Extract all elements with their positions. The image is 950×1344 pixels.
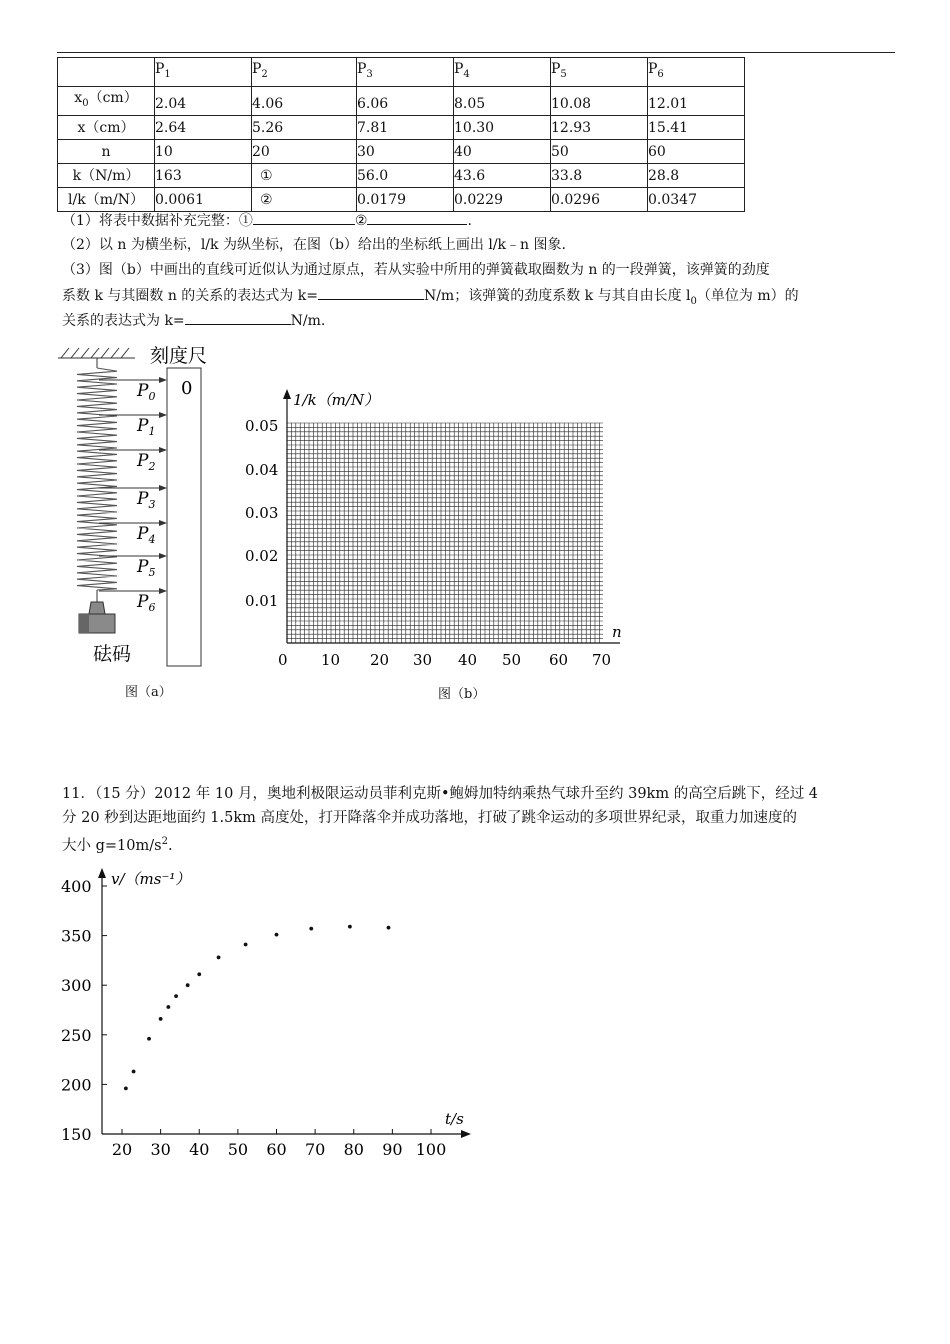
x-tick-label: 90 [382,1140,403,1159]
question-11 [62,782,892,858]
table-row [58,139,745,163]
table-cell: 12.93 [551,115,648,139]
data-table [57,57,745,212]
table-cell: 0.0347 [648,187,745,211]
answer-blank-3[interactable] [318,285,424,300]
ceiling-hatch [58,348,135,358]
table-cell: 10 [155,139,252,163]
figure-b-grid-paper [235,385,645,675]
x-tick-label: 80 [343,1140,364,1159]
weight-label: 砝码 [93,643,132,665]
table-cell: 0.0296 [551,187,648,211]
data-point [197,972,201,976]
y-axis-arrow [283,389,291,399]
figure-a-spring-diagram [55,338,230,673]
table-cell: 60 [648,139,745,163]
x-tick-label: 30 [150,1140,171,1159]
answer-blank-4[interactable] [185,310,291,325]
question-3-text-c: （单位为 m）的 [696,288,799,304]
data-point [309,927,313,931]
x-tick-label: 70 [592,651,612,669]
data-point [387,926,391,930]
table-row [58,187,745,211]
table-cell: 4.06 [252,86,357,115]
chart-x-label: t/s [445,1110,464,1128]
question-11-line3-end: . [167,837,173,854]
question-3-line2: 系数 k 与其圈数 n 的关系的表达式为 k= N/m；该弹簧的劲度系数 k 与其自由长度 $l_0$（单位为 m）的 [62,285,799,312]
question-3-line1: （3）图（b）中画出的直线可近似认为通过原点，若从实验中所用的弹簧截取圈数为 n 的一段弹簧，该弹簧的劲度 [62,262,770,278]
y-tick-label: 0.03 [245,504,279,522]
y-tick-label: 0.04 [245,461,279,479]
table-cell: 33.8 [551,163,648,187]
pointer-label-p5: $P_5$ [137,557,156,579]
table-cell: 8.05 [454,86,551,115]
x-tick-label: 60 [266,1140,287,1159]
data-point [147,1037,151,1041]
grid-lines [287,423,603,643]
pointer-label-p0: $P_0$ [137,381,156,403]
table-cell: 10.30 [454,115,551,139]
data-point [348,925,352,929]
header-cell-p1: $P_1$ [155,58,252,87]
question-11-line2: 分 20 秒到达距地面约 1.5km 高度处，打开降落伞并成功落地，打破了跳伞运动的多项世界纪录，取重力加速度的 [62,810,797,826]
x-tick-label: 100 [415,1140,447,1159]
table-row [58,163,745,187]
pointer-arrowhead [159,553,167,559]
question-1-end: . [467,213,472,229]
header-cell-empty [58,58,155,87]
chart-points [124,925,390,1090]
data-point [217,956,221,960]
chart-y-arrow [98,868,106,878]
question-1-text: （1）将表中数据补充完整：① [62,213,253,229]
data-point [132,1070,136,1074]
y-tick-label: 200 [61,1075,92,1095]
table-cell: 28.8 [648,163,745,187]
y-tick-label: 300 [61,976,92,996]
data-point [275,933,279,937]
row-label-n: n [58,139,155,163]
table-cell: 0.0229 [454,187,551,211]
chart-y-label: v/（ms⁻¹） [111,870,191,888]
table-cell: 15.41 [648,115,745,139]
table-cell: 2.64 [155,115,252,139]
y-tick-label: 0.01 [245,592,279,610]
row-label-inv-k: l/k（m/N） [58,187,155,211]
data-point [174,994,178,998]
header-cell-p4: $P_4$ [454,58,551,87]
header-cell-p6: $P_6$ [648,58,745,87]
table-header-row [58,58,745,87]
table-cell-blank-2: ② [252,187,357,211]
table-cell: 40 [454,139,551,163]
question-3-text-e: N/m. [290,313,326,329]
question-3-text-d: 关系的表达式为 k= [62,313,185,329]
row-label-x0: $x_0(cm)$ [58,86,155,115]
question-11-line1: 11．（15 分）2012 年 10 月，奥地利极限运动员菲利克斯•鲍姆加特纳乘热气球升至约 39km 的高空后跳下，经过 4 [62,786,819,802]
y-tick-labels [245,417,278,610]
table-cell: 163 [155,163,252,187]
data-point [166,1005,170,1009]
question-11-superscript: 2 [161,836,168,847]
pointer-label-p6: $P_6$ [137,592,156,614]
table-cell: 10.08 [551,86,648,115]
table-row [58,86,745,115]
table-cell: 6.06 [357,86,454,115]
table-cell: 43.6 [454,163,551,187]
data-point [159,1017,163,1021]
data-point [124,1086,128,1090]
table-cell: 5.26 [252,115,357,139]
x-tick-labels [278,651,611,669]
x-tick-label: 30 [413,651,433,669]
y-tick-label: 0.02 [245,547,279,565]
y-axis-label: 1/k（m/N） [293,391,380,409]
pointer-arrowhead [159,520,167,526]
question-2: （2）以 n 为横坐标，l/k 为纵坐标，在图（b）给出的坐标纸上画出 l/k﹣n 图象. [62,237,566,253]
y-tick-label: 250 [61,1025,92,1045]
x-tick-label: 10 [321,651,341,669]
question-11-line3 [62,830,892,858]
ruler [167,368,201,666]
table-cell: 50 [551,139,648,163]
top-rule [57,52,895,53]
table-cell: 56.0 [357,163,454,187]
velocity-time-chart [55,862,485,1162]
question-3-line3 [62,310,325,331]
figure-a-caption: 图（a） [125,685,172,700]
table-cell: 12.01 [648,86,745,115]
header-cell-p5: $P_5$ [551,58,648,87]
question-3-text-a: 系数 k 与其圈数 n 的关系的表达式为 k= [62,288,318,304]
chart-ticks [61,877,446,1159]
pointer-label-p2: $P_2$ [137,451,156,473]
table-cell: 30 [357,139,454,163]
header-cell-p2: $P_2$ [252,58,357,87]
data-point [244,943,248,947]
pointer-label-p1: $P_1$ [137,416,156,438]
chart-x-arrow [461,1130,471,1138]
pointer-arrowhead [159,588,167,594]
header-cell-p3: $P_3$ [357,58,454,87]
table-row [58,115,745,139]
x-tick-label: 20 [111,1140,133,1159]
pointer-label-p4: $P_4$ [137,524,156,546]
row-label-x: x（cm） [58,115,155,139]
pointer-arrowhead [159,485,167,491]
x-tick-label: 0 [278,651,288,669]
question-11-line3-text: 大小 g=10m/s [62,837,162,854]
y-tick-label: 350 [61,926,92,946]
question-1 [62,210,472,231]
x-tick-label: 70 [304,1140,326,1159]
figure-b-caption: 图（b） [438,687,486,702]
table-cell: 2.04 [155,86,252,115]
x-tick-label: 60 [549,651,569,669]
weight-icon [79,602,115,633]
table-cell: 7.81 [357,115,454,139]
table-cell: 20 [252,139,357,163]
y-tick-label: 400 [61,877,92,896]
pointer-group [99,377,167,614]
pointer-arrowhead [159,377,167,383]
x-tick-label: 40 [458,651,478,669]
x-axis-label: n [612,623,622,641]
spring-coil [77,368,117,590]
answer-blank-1[interactable] [253,210,355,225]
x-tick-label: 20 [370,651,390,669]
x-tick-label: 50 [227,1140,249,1159]
table-cell: 0.0179 [357,187,454,211]
y-tick-label: 0.05 [245,417,279,435]
pointer-arrowhead [159,412,167,418]
row-label-k: k（N/m） [58,163,155,187]
answer-blank-2[interactable] [367,210,467,225]
table-cell-blank-1: ① [252,163,357,187]
question-1-mark2: ② [354,213,368,229]
pointer-arrowhead [159,447,167,453]
y-tick-label: 150 [61,1125,92,1144]
x-tick-label: 40 [189,1140,210,1159]
data-point [186,983,190,987]
question-3-text-b: N/m；该弹簧的劲度系数 k 与其自由长度 l [423,288,691,304]
pointer-label-p3: $P_3$ [137,489,156,511]
ruler-label: 刻度尺 [150,345,208,367]
table-cell: 0.0061 [155,187,252,211]
x-tick-label: 50 [502,651,522,669]
ruler-zero: 0 [181,378,193,399]
